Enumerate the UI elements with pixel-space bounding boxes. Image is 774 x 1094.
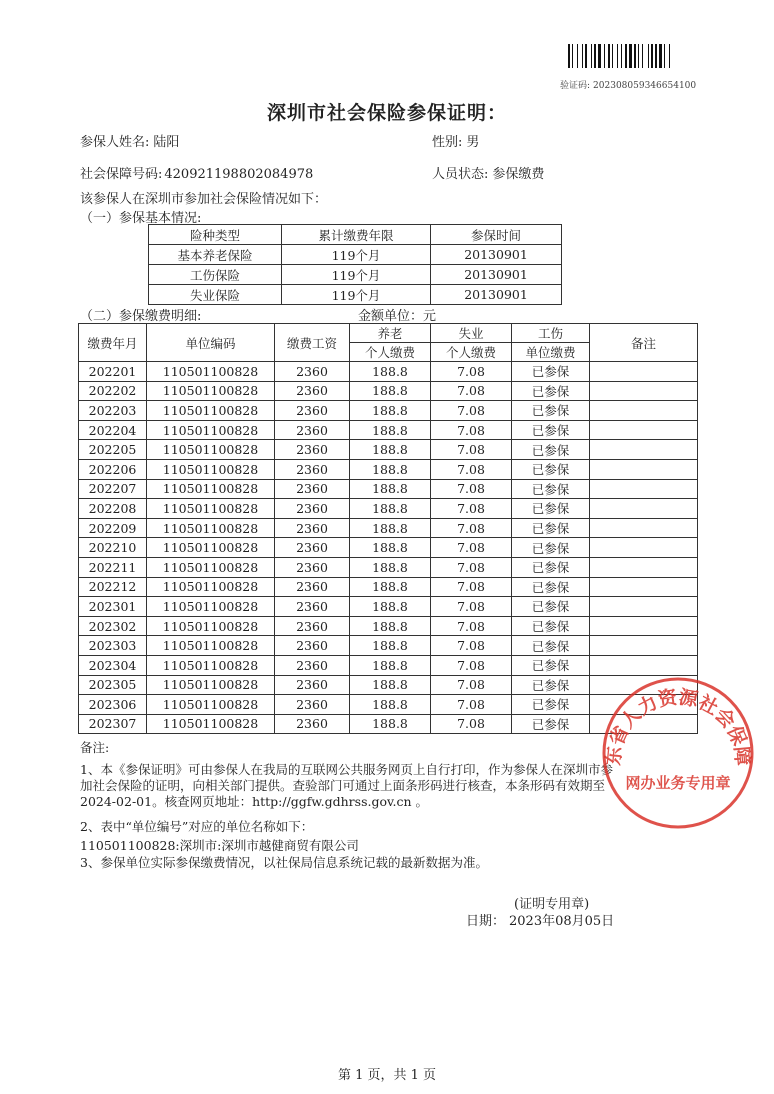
cell-pension: 188.8 (350, 538, 431, 558)
cell-unit-code: 110501100828 (147, 597, 275, 617)
cell-unit-code: 110501100828 (147, 695, 275, 715)
cell-wage: 2360 (275, 440, 350, 460)
barcode-bar (572, 44, 573, 68)
intro-text: 该参保人在深圳市参加社会保险情况如下： (80, 192, 328, 207)
cell-unemployment: 7.08 (431, 440, 512, 460)
cell-injury: 已参保 (512, 362, 590, 382)
cell-pension: 188.8 (350, 479, 431, 499)
table-row (79, 459, 698, 479)
table-row (79, 636, 698, 656)
page-title: 深圳市社会保险参保证明： (266, 102, 507, 124)
barcode-bar (594, 44, 596, 68)
table-row (79, 401, 698, 421)
stamp-inner-text: 网办业务专用章 (625, 774, 731, 792)
cell-unemployment: 7.08 (431, 577, 512, 597)
cell-month: 202302 (79, 616, 147, 636)
basic-cell-enroll-date: 20130901 (431, 265, 562, 285)
note-1-line-3: 2024-02-01。核查网页地址：http://ggfw.gdhrss.gov.cn 。 (80, 794, 429, 809)
cell-remark (590, 440, 698, 460)
cell-pension: 188.8 (350, 597, 431, 617)
cell-unemployment: 7.08 (431, 714, 512, 734)
cell-remark (590, 362, 698, 382)
cell-pension: 188.8 (350, 636, 431, 656)
cell-injury: 已参保 (512, 499, 590, 519)
cell-wage: 2360 (275, 675, 350, 695)
barcode-bar (568, 44, 570, 68)
cell-injury: 已参保 (512, 577, 590, 597)
table-row (79, 420, 698, 440)
cell-pension: 188.8 (350, 518, 431, 538)
cell-pension: 188.8 (350, 655, 431, 675)
basic-header-years: 累计缴费年限 (282, 225, 431, 245)
barcode-bar (634, 44, 636, 68)
cell-remark (590, 577, 698, 597)
cell-unit-code: 110501100828 (147, 714, 275, 734)
cell-unit-code: 110501100828 (147, 655, 275, 675)
cell-wage: 2360 (275, 499, 350, 519)
table-row (79, 577, 698, 597)
cell-wage: 2360 (275, 577, 350, 597)
cell-unit-code: 110501100828 (147, 577, 275, 597)
cell-wage: 2360 (275, 695, 350, 715)
barcode-bar (585, 44, 587, 68)
basic-cell-enroll-date: 20130901 (431, 285, 562, 305)
cell-wage: 2360 (275, 420, 350, 440)
cell-remark (590, 557, 698, 577)
table-row (79, 479, 698, 499)
cell-unit-code: 110501100828 (147, 675, 275, 695)
basic-cell-paid-months: 119个月 (282, 265, 431, 285)
basic-header-date: 参保时间 (431, 225, 562, 245)
cell-month: 202212 (79, 577, 147, 597)
cell-injury: 已参保 (512, 557, 590, 577)
cell-wage: 2360 (275, 655, 350, 675)
cell-month: 202207 (79, 479, 147, 499)
basic-info-table (148, 224, 562, 305)
cell-unemployment: 7.08 (431, 459, 512, 479)
cell-unemployment: 7.08 (431, 420, 512, 440)
cell-wage: 2360 (275, 381, 350, 401)
barcode-bar (651, 44, 653, 68)
table-row (79, 557, 698, 577)
note-3: 3、参保单位实际参保缴费情况，以社保局信息系统记载的最新数据为准。 (80, 855, 488, 870)
gender-field: 性别: 男 (432, 135, 480, 150)
cell-wage: 2360 (275, 636, 350, 656)
table-row (79, 616, 698, 636)
cell-pension: 188.8 (350, 440, 431, 460)
cell-remark (590, 381, 698, 401)
table-row (79, 597, 698, 617)
cell-unit-code: 110501100828 (147, 381, 275, 401)
table-row (79, 362, 698, 382)
cell-pension: 188.8 (350, 695, 431, 715)
cell-unit-code: 110501100828 (147, 538, 275, 558)
cell-unemployment: 7.08 (431, 636, 512, 656)
cell-remark (590, 401, 698, 421)
basic-cell-paid-months: 119个月 (282, 245, 431, 265)
cell-pension: 188.8 (350, 616, 431, 636)
basic-cell-insurance-type: 工伤保险 (149, 265, 282, 285)
barcode-bar (591, 44, 592, 68)
note-2-line-2: 110501100828:深圳市:深圳市越健商贸有限公司 (80, 838, 359, 853)
cell-month: 202208 (79, 499, 147, 519)
cell-unit-code: 110501100828 (147, 459, 275, 479)
cell-month: 202303 (79, 636, 147, 656)
cell-wage: 2360 (275, 479, 350, 499)
cell-injury: 已参保 (512, 420, 590, 440)
cell-remark (590, 597, 698, 617)
cell-month: 202202 (79, 381, 147, 401)
header-unemployment-personal: 个人缴费 (431, 343, 512, 362)
cell-remark (590, 538, 698, 558)
header-pension-personal: 个人缴费 (350, 343, 431, 362)
cell-injury: 已参保 (512, 518, 590, 538)
ssn-field: 社会保障号码: 420921198802084978 (80, 167, 314, 182)
cell-remark (590, 636, 698, 656)
basic-header-type: 险种类型 (149, 225, 282, 245)
cell-wage: 2360 (275, 616, 350, 636)
barcode-bar (642, 44, 643, 68)
cell-injury: 已参保 (512, 714, 590, 734)
cell-injury: 已参保 (512, 597, 590, 617)
cell-unit-code: 110501100828 (147, 401, 275, 421)
cell-remark (590, 616, 698, 636)
stamp-outer-text: 东省人力资源社会保障 (602, 686, 754, 767)
cell-unit-code: 110501100828 (147, 440, 275, 460)
barcode-bar (598, 44, 601, 68)
cell-unemployment: 7.08 (431, 401, 512, 421)
cell-injury: 已参保 (512, 655, 590, 675)
cell-injury: 已参保 (512, 401, 590, 421)
barcode-bar (655, 44, 657, 68)
basic-cell-insurance-type: 失业保险 (149, 285, 282, 305)
header-unemployment: 失业 (431, 324, 512, 343)
cell-injury: 已参保 (512, 616, 590, 636)
barcode-bar (629, 44, 632, 68)
basic-cell-insurance-type: 基本养老保险 (149, 245, 282, 265)
cell-unemployment: 7.08 (431, 518, 512, 538)
cell-unemployment: 7.08 (431, 362, 512, 382)
cell-pension: 188.8 (350, 714, 431, 734)
cell-unemployment: 7.08 (431, 655, 512, 675)
cell-unemployment: 7.08 (431, 381, 512, 401)
barcode-bar (638, 44, 639, 68)
basic-table-row (149, 285, 562, 305)
barcode-bar (582, 44, 583, 68)
page-number: 第 1 页，共 1 页 (337, 1068, 437, 1083)
cell-injury: 已参保 (512, 479, 590, 499)
cell-unemployment: 7.08 (431, 499, 512, 519)
cell-wage: 2360 (275, 538, 350, 558)
barcode-bar (617, 44, 618, 68)
cell-pension: 188.8 (350, 362, 431, 382)
header-wage: 缴费工资 (275, 324, 350, 362)
cell-remark (590, 518, 698, 538)
cell-month: 202203 (79, 401, 147, 421)
cell-injury: 已参保 (512, 538, 590, 558)
cell-unemployment: 7.08 (431, 616, 512, 636)
header-month: 缴费年月 (79, 324, 147, 362)
cell-unit-code: 110501100828 (147, 420, 275, 440)
section1-title: （一）参保基本情况: (80, 211, 202, 226)
cell-unit-code: 110501100828 (147, 362, 275, 382)
cell-unit-code: 110501100828 (147, 557, 275, 577)
cell-unemployment: 7.08 (431, 675, 512, 695)
cell-injury: 已参保 (512, 675, 590, 695)
barcode-bar (608, 44, 610, 68)
cell-remark (590, 499, 698, 519)
official-seal-stamp (598, 673, 758, 833)
note-1-line-2: 加社会保险的证明，向相关部门提供。查验部门可通过上面条形码进行核查，本条形码有效期至 (80, 778, 606, 793)
header-pension: 养老 (350, 324, 431, 343)
cell-unit-code: 110501100828 (147, 616, 275, 636)
cell-month: 202305 (79, 675, 147, 695)
cell-remark (590, 459, 698, 479)
barcode-bar (669, 44, 670, 68)
cell-month: 202206 (79, 459, 147, 479)
table-row (79, 538, 698, 558)
cell-injury: 已参保 (512, 381, 590, 401)
cell-pension: 188.8 (350, 401, 431, 421)
table-row (79, 499, 698, 519)
cell-injury: 已参保 (512, 459, 590, 479)
basic-table-header (149, 225, 562, 245)
cell-pension: 188.8 (350, 577, 431, 597)
cell-unit-code: 110501100828 (147, 518, 275, 538)
cell-unit-code: 110501100828 (147, 479, 275, 499)
barcode-bar (625, 44, 627, 68)
cell-month: 202205 (79, 440, 147, 460)
cell-unemployment: 7.08 (431, 479, 512, 499)
cell-wage: 2360 (275, 597, 350, 617)
cell-month: 202209 (79, 518, 147, 538)
cell-unemployment: 7.08 (431, 557, 512, 577)
cell-unemployment: 7.08 (431, 538, 512, 558)
header-injury-employer: 单位缴费 (512, 343, 590, 362)
cell-pension: 188.8 (350, 675, 431, 695)
cell-injury: 已参保 (512, 440, 590, 460)
cell-month: 202210 (79, 538, 147, 558)
cell-pension: 188.8 (350, 381, 431, 401)
cell-remark (590, 420, 698, 440)
barcode-bar (612, 44, 613, 68)
cell-month: 202201 (79, 362, 147, 382)
header-remark: 备注 (590, 324, 698, 362)
status-field: 人员状态: 参保缴费 (432, 167, 545, 182)
verify-code: 验证码: 202308059346654100 (560, 81, 697, 91)
cell-pension: 188.8 (350, 557, 431, 577)
basic-table-row (149, 265, 562, 285)
basic-cell-paid-months: 119个月 (282, 285, 431, 305)
cell-month: 202307 (79, 714, 147, 734)
cell-month: 202301 (79, 597, 147, 617)
cell-remark (590, 479, 698, 499)
notes-label: 备注: (80, 740, 110, 755)
seal-label: (证明专用章) (514, 897, 590, 912)
note-1-line-1: 1、本《参保证明》可由参保人在我局的互联网公共服务网页上自行打印，作为参保人在深圳市参 (80, 762, 613, 777)
cell-injury: 已参保 (512, 695, 590, 715)
barcode-bar (621, 44, 622, 68)
cell-pension: 188.8 (350, 499, 431, 519)
issue-date: 日期： 2023年08月05日 (466, 914, 615, 929)
cell-month: 202306 (79, 695, 147, 715)
cell-unit-code: 110501100828 (147, 499, 275, 519)
cell-wage: 2360 (275, 401, 350, 421)
stamp-ring (604, 679, 752, 827)
table-row (79, 440, 698, 460)
cell-unemployment: 7.08 (431, 695, 512, 715)
barcode-bar (604, 44, 605, 68)
basic-table-row (149, 245, 562, 265)
header-unit-code: 单位编码 (147, 324, 275, 362)
cell-month: 202204 (79, 420, 147, 440)
note-2-line-1: 2、表中“单位编号”对应的单位名称如下： (80, 819, 314, 834)
cell-unemployment: 7.08 (431, 597, 512, 617)
cell-wage: 2360 (275, 714, 350, 734)
cell-wage: 2360 (275, 362, 350, 382)
cell-pension: 188.8 (350, 459, 431, 479)
barcode (568, 44, 692, 68)
cell-pension: 188.8 (350, 420, 431, 440)
cell-wage: 2360 (275, 557, 350, 577)
basic-cell-enroll-date: 20130901 (431, 245, 562, 265)
table-row (79, 381, 698, 401)
cell-month: 202211 (79, 557, 147, 577)
header-injury: 工伤 (512, 324, 590, 343)
section2-title: （二）参保缴费明细: (80, 309, 202, 324)
cell-wage: 2360 (275, 459, 350, 479)
cell-month: 202304 (79, 655, 147, 675)
amount-unit: 金额单位：元 (358, 309, 437, 324)
barcode-bar (659, 44, 662, 68)
cell-unit-code: 110501100828 (147, 636, 275, 656)
table-row (79, 518, 698, 538)
barcode-bar (577, 44, 578, 68)
cell-wage: 2360 (275, 518, 350, 538)
cell-injury: 已参保 (512, 636, 590, 656)
barcode-bar (664, 44, 665, 68)
name-field: 参保人姓名: 陆阳 (80, 135, 180, 150)
barcode-bar (648, 44, 649, 68)
